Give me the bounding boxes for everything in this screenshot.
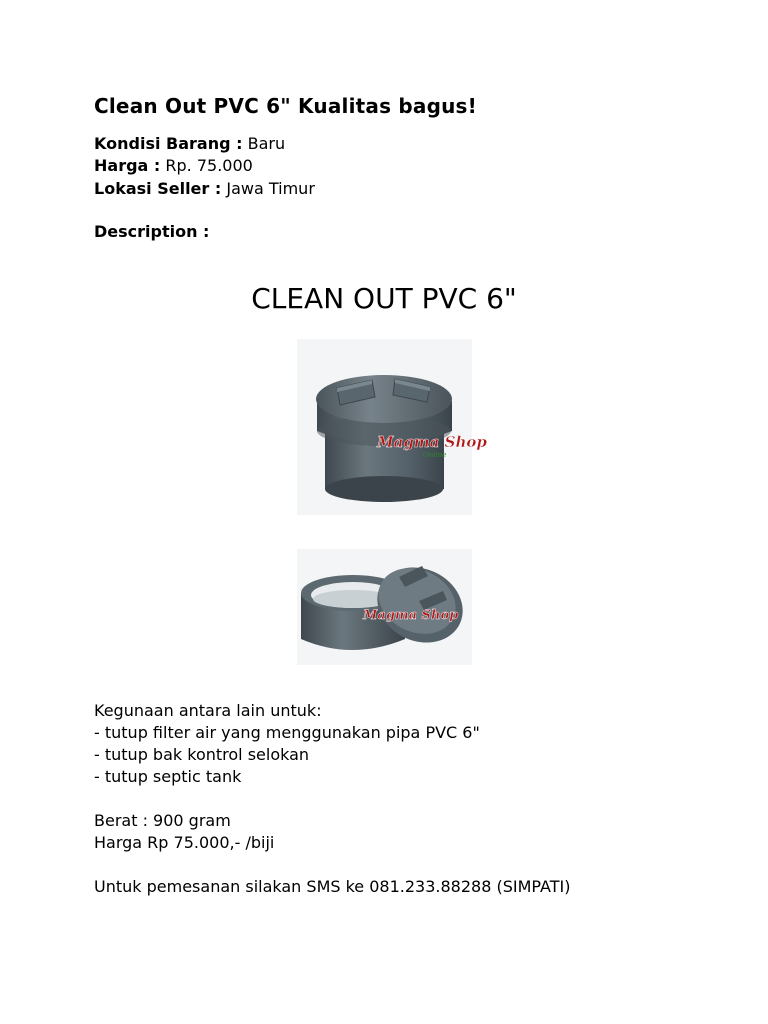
price-label: Harga : bbox=[94, 156, 161, 175]
watermark-text-2: Magma Shop bbox=[363, 608, 459, 623]
product-photo-closed bbox=[297, 339, 487, 515]
pvc-cap-illustration bbox=[297, 339, 487, 515]
condition-line bbox=[94, 134, 285, 153]
weight-text: Berat : 900 gram bbox=[94, 811, 231, 830]
order-instructions: Untuk pemesanan silakan SMS ke 081.233.88288 (SIMPATI) bbox=[94, 877, 571, 896]
use-item: - tutup filter air yang menggunakan pipa PVC 6" bbox=[94, 723, 480, 742]
use-item: - tutup septic tank bbox=[94, 767, 242, 786]
pvc-ring-and-cap-illustration bbox=[297, 549, 472, 665]
use-item: - tutup bak kontrol selokan bbox=[94, 745, 310, 764]
unit-price-text: Harga Rp 75.000,- /biji bbox=[94, 833, 275, 852]
location-line bbox=[94, 179, 315, 198]
location-label: Lokasi Seller : bbox=[94, 179, 222, 198]
description-label: Description : bbox=[94, 222, 210, 241]
price-line bbox=[94, 156, 253, 175]
uses-intro: Kegunaan antara lain untuk: bbox=[94, 701, 322, 720]
condition-value: Baru bbox=[247, 134, 286, 153]
watermark-subtext: Online bbox=[423, 451, 447, 459]
price-value: Rp. 75.000 bbox=[165, 156, 253, 175]
location-value: Jawa Timur bbox=[226, 179, 315, 198]
product-heading: CLEAN OUT PVC 6" bbox=[251, 282, 517, 315]
product-photo-open bbox=[297, 549, 472, 665]
condition-label: Kondisi Barang : bbox=[94, 134, 243, 153]
watermark-text: Magma Shop bbox=[377, 433, 487, 451]
description-line bbox=[94, 222, 209, 241]
product-title: Clean Out PVC 6" Kualitas bagus! bbox=[94, 94, 477, 118]
